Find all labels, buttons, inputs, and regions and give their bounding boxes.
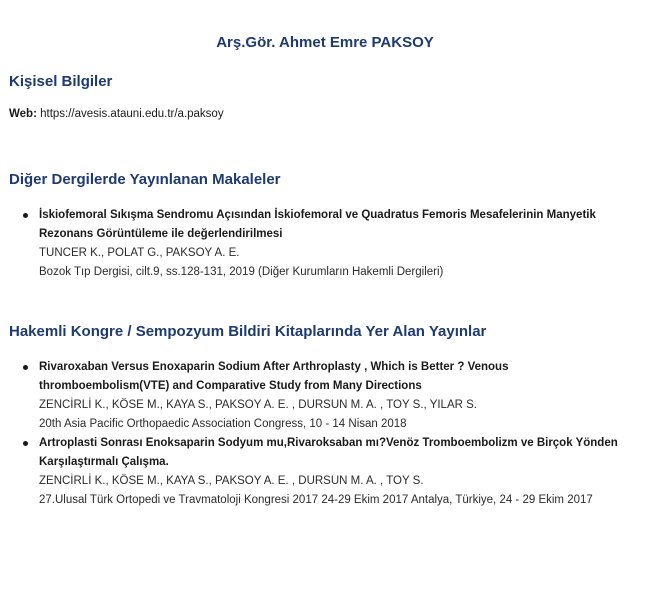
web-info [9,108,224,120]
publication-authors: ZENCİRLİ K., KÖSE M., KAYA S., PAKSOY A. E. , DURSUN M. A. , TOY S., YILAR S. [39,399,477,411]
bullet-icon [23,441,28,446]
bullet-icon [23,213,28,218]
publication-authors: TUNCER K., POLAT G., PAKSOY A. E. [39,247,240,259]
bullet-icon [23,365,28,370]
page-title: Arş.Gör. Ahmet Emre PAKSOY [216,34,434,51]
publication-title: Artroplasti Sonrası Enoksaparin Sodyum mu,Rivaroksaban mı?Venöz Tromboembolizm ve Birçok Yönden Karşılaştırmalı Çalışma. [39,437,618,468]
publication-venue: 27.Ulusal Türk Ortopedi ve Travmatoloji Kongresi 2017 24-29 Ekim 2017 Antalya, Türkiye, 24 - 29 Ekim 2017 [39,494,593,506]
section-heading-personal: Kişisel Bilgiler [9,73,113,90]
list-item [0,206,650,282]
publication-title: İskiofemoral Sıkışma Sendromu Açısından İskiofemoral ve Quadratus Femoris Mesafelerinin Manyetik Rezonans Görüntüleme ile değerlendirilmesi [39,209,596,240]
web-url-link[interactable]: https://avesis.atauni.edu.tr/a.paksoy [40,108,224,120]
congress-list [0,358,650,510]
list-item [0,358,650,434]
publication-authors: ZENCİRLİ K., KÖSE M., KAYA S., PAKSOY A. E. , DURSUN M. A. , TOY S. [39,475,424,487]
web-label: Web: [9,108,37,120]
section-heading-articles: Diğer Dergilerde Yayınlanan Makaleler [9,171,281,188]
article-list [0,206,650,282]
publication-venue: 20th Asia Pacific Orthopaedic Association Congress, 10 - 14 Nisan 2018 [39,418,407,430]
publication-title: Rivaroxaban Versus Enoxaparin Sodium After Arthroplasty , Which is Better ? Venous thromboembolism(VTE) and Comparative Study from Many Directions [39,361,509,392]
publication-venue: Bozok Tıp Dergisi, cilt.9, ss.128-131, 2019 (Diğer Kurumların Hakemli Dergileri) [39,266,444,278]
list-item [0,434,650,510]
section-heading-congress: Hakemli Kongre / Sempozyum Bildiri Kitaplarında Yer Alan Yayınlar [9,323,487,340]
